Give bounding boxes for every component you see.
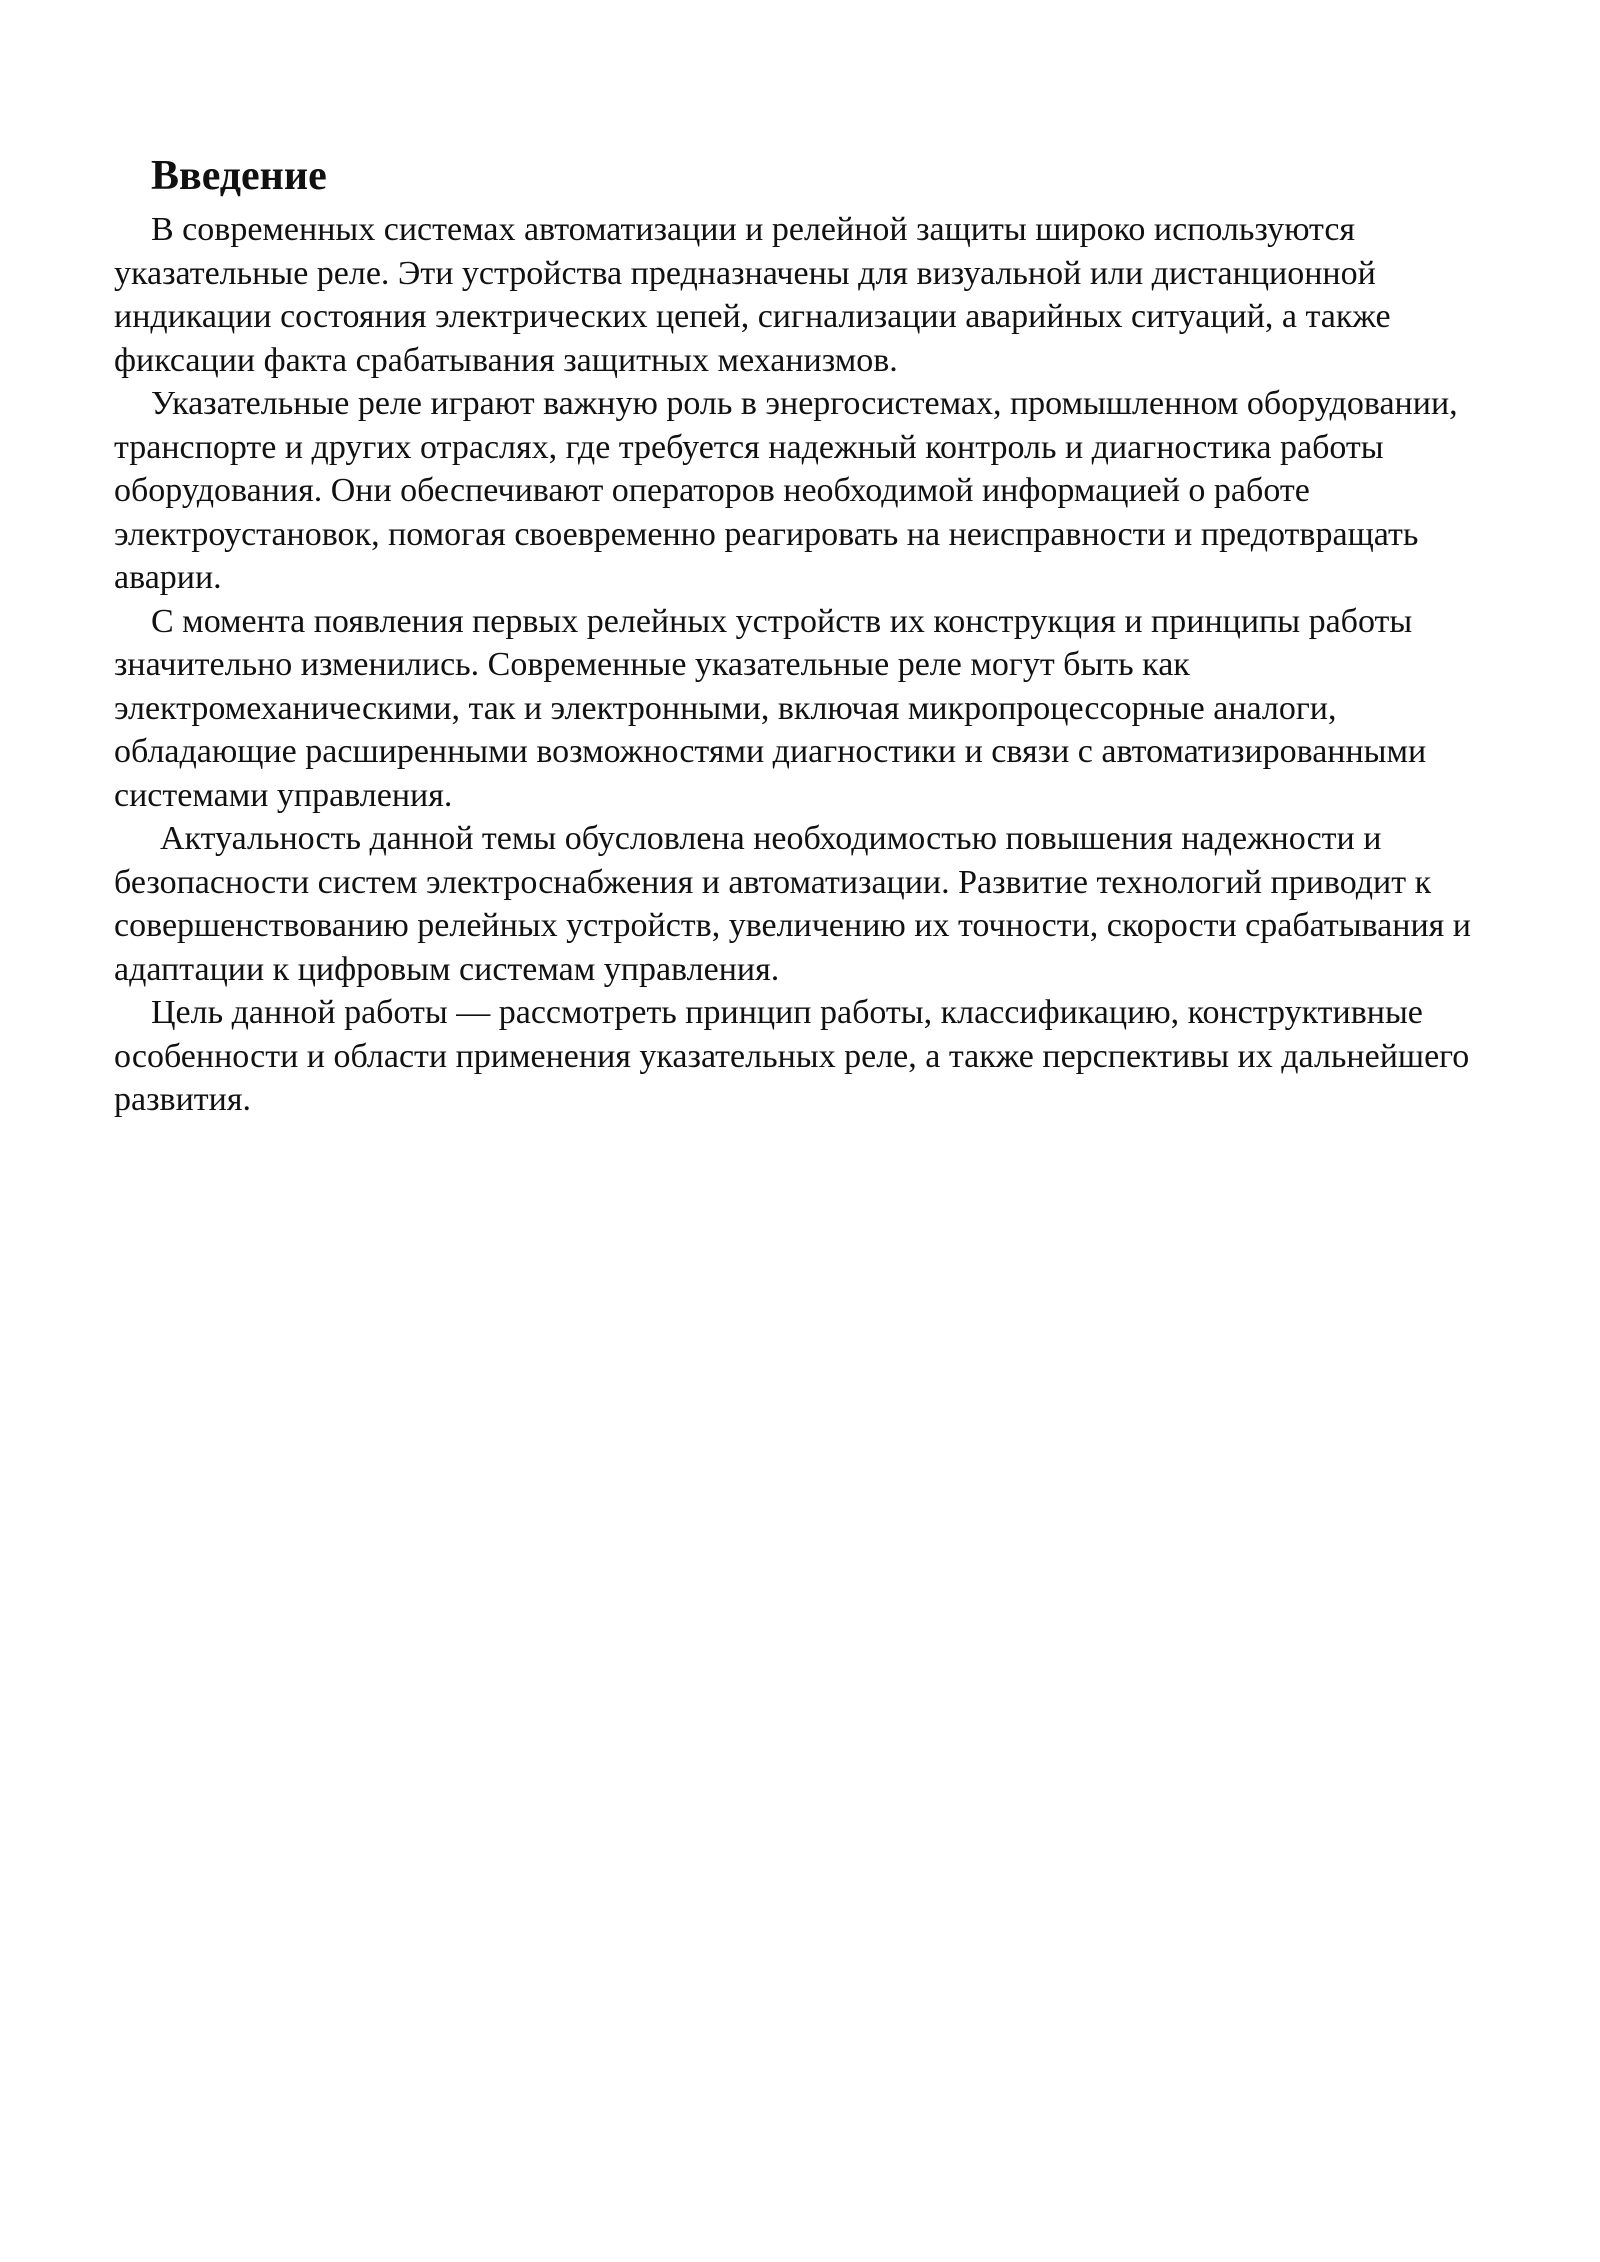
document-body	[114, 152, 1494, 1122]
paragraph-history: С момента появления первых релейных устройств их конструкция и принципы работы значительно изменились. Современные указательные реле могут быть как электромеханическими, так и электронными, включая микропроцессорные аналоги, обладающие расширенными возможностями диагностики и связи с автоматизированными системами управления.	[114, 602, 1427, 814]
paragraph-relevance: Актуальность данной темы обусловлена необходимостью повышения надежности и безопасности систем электроснабжения и автоматизации. Развитие технологий приводит к совершенствованию релейных устройств, увеличению их точности, скорости срабатывания и адаптации к цифровым системам управления.	[114, 820, 1471, 988]
paragraph-goal: Цель данной работы — рассмотреть принцип работы, классификацию, конструктивные особенности и области применения указательных реле, а также перспективы их дальнейшего развития.	[114, 994, 1470, 1119]
paragraph-intro: В современных системах автоматизации и релейной защиты широко используются указательные реле. Эти устройства предназначены для визуальной или дистанционной индикации состояния электрических цепей, сигнализации аварийных ситуаций, а также фиксации факта срабатывания защитных механизмов.	[114, 211, 1391, 379]
page-title: Введение	[151, 153, 327, 199]
paragraph-role: Указательные реле играют важную роль в энергосистемах, промышленном оборудовании, транспорте и других отраслях, где требуется надежный контроль и диагностика работы оборудования. Они обеспечивают операторов необходимой информацией о работе электроустановок, помогая своевременно реагировать на неисправности и предотвращать аварии.	[114, 385, 1458, 597]
